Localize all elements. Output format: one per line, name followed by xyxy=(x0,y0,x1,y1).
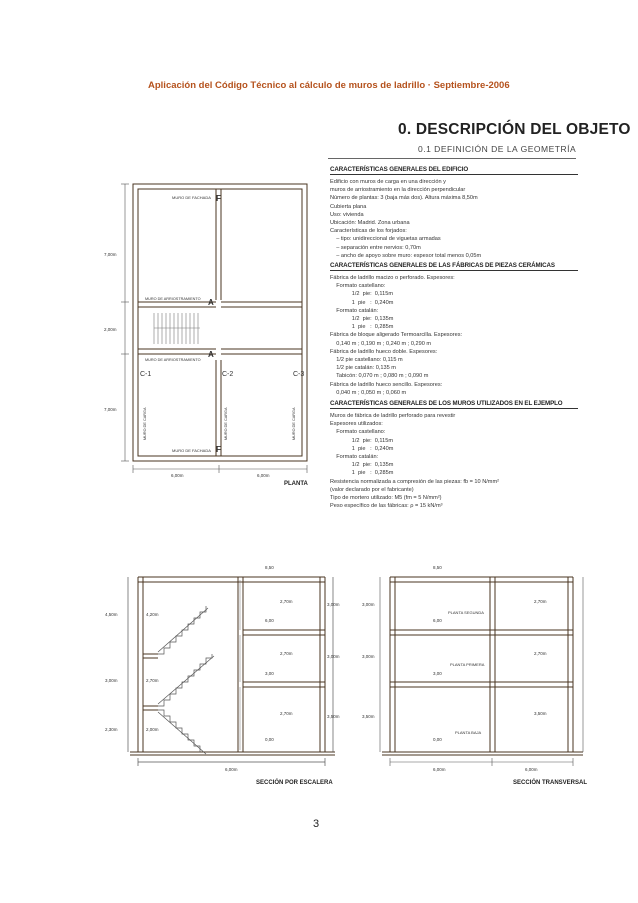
text-line: Formato catalán: xyxy=(330,307,379,314)
plan-mark-C2: C-2 xyxy=(222,371,234,378)
text-line: Fábrica de bloque aligerado Termoarcilla. Espesores: xyxy=(330,332,463,339)
plan-label-load-2: MURO DE CARGA xyxy=(224,407,228,440)
text-line: 1/2 pie: 0,135m xyxy=(330,316,394,323)
trans-dim-right: 2,70m xyxy=(534,651,547,656)
trans-level: 8,50 xyxy=(433,565,442,570)
plan-label-load-1: MURO DE CARGA xyxy=(143,407,147,440)
plan-dim-left: 2,00m xyxy=(104,327,117,332)
plan-label-brace-bottom: MURO DE ARRIOSTRAMIENTO xyxy=(145,358,201,362)
trans-dim-right: 3,50m xyxy=(534,711,547,716)
stair-dim-right: 2,70m xyxy=(280,711,293,716)
trans-level: 0,00 xyxy=(433,737,442,742)
trans-room-label: PLANTA SEGUNDA xyxy=(448,610,484,615)
plan-caption: PLANTA xyxy=(284,481,308,487)
text-line: 1 pie : 0,240m xyxy=(330,445,394,452)
text-line: Características de los forjados: xyxy=(330,228,407,235)
plan-label-facade-bottom: MURO DE FACHADA xyxy=(172,448,211,453)
trans-level: 3,00 xyxy=(433,671,442,676)
running-header: Aplicación del Código Técnico al cálculo de muros de ladrillo · Septiembre-2006 xyxy=(148,80,510,91)
stair-dim-far-right: 3,00m xyxy=(327,654,340,659)
stair-section-caption: SECCIÓN POR ESCALERA xyxy=(256,780,333,786)
text-line: Edificio con muros de carga en una dirección y xyxy=(330,179,446,185)
text-line: – tipo: unidireccional de viguetas armadas xyxy=(330,236,441,243)
trans-dim-left: 3,00m xyxy=(362,654,375,659)
text-line: Uso: vivienda xyxy=(330,211,364,218)
text-line: Espesores utilizados: xyxy=(330,421,383,428)
trans-dim-left: 3,50m xyxy=(362,714,375,719)
stair-dim-inner: 2,70m xyxy=(146,678,159,683)
stair-dim-far-right: 3,00m xyxy=(327,602,340,607)
stair-level: 8,50 xyxy=(265,565,274,570)
trans-dim-left: 3,00m xyxy=(362,602,375,607)
text-line: 1/2 pie catalán: 0,135 m xyxy=(330,365,396,372)
text-line: 1/2 pie: 0,115m xyxy=(330,291,394,298)
text-line: 1 pie : 0,285m xyxy=(330,470,394,477)
text-line: – ancho de apoyo sobre muro: espesor total menos 0,05m xyxy=(330,252,482,259)
text-line: 1 pie : 0,240m xyxy=(330,299,394,306)
text-line: 0,040 m ; 0,050 m ; 0,060 m xyxy=(330,389,407,396)
text-line: muros de arriostramiento en la dirección perpendicular xyxy=(330,187,466,194)
plan-mark-F-top: F xyxy=(216,194,221,203)
plan-mark-A-top: A xyxy=(208,298,214,307)
trans-section-caption: SECCIÓN TRANSVERSAL xyxy=(513,780,588,786)
subsection-title: 0.1 DEFINICIÓN DE LA GEOMETRÍA xyxy=(418,144,577,154)
text-line: Formato castellano: xyxy=(330,429,386,436)
text-line: – separación entre nervios: 0,70m xyxy=(330,244,421,251)
stair-level: 3,00 xyxy=(265,671,274,676)
plan-mark-C3: C-3 xyxy=(293,371,305,378)
stair-dim-left: 2,30m xyxy=(105,727,118,732)
text-line: 1 pie : 0,285m xyxy=(330,324,394,331)
text-line: 1/2 pie: 0,135m xyxy=(330,462,394,469)
section-ceramics-title: CARACTERÍSTICAS GENERALES DE LAS FÁBRICAS DE PIEZAS CERÁMICAS xyxy=(330,262,578,271)
trans-room-label: PLANTA PRIMERA xyxy=(450,662,485,667)
text-line: Fábrica de ladrillo hueco sencillo. Espesores: xyxy=(330,381,443,388)
text-line: Cubierta plana xyxy=(330,203,367,210)
section-title: 0. DESCRIPCIÓN DEL OBJETO xyxy=(398,121,631,138)
plan-label-brace-top: MURO DE ARRIOSTRAMIENTO xyxy=(145,297,201,301)
stair-dim-bottom: 6,00m xyxy=(225,767,238,772)
stair-dim-right: 2,70m xyxy=(280,599,293,604)
text-line: 0,140 m ; 0,190 m ; 0,240 m ; 0,290 m xyxy=(330,340,432,347)
text-line: Resistencia normalizada a compresión de las piezas: fb = 10 N/mm² xyxy=(330,478,499,485)
stair-level: 6,00 xyxy=(265,618,274,623)
plan-label-facade-top: MURO DE FACHADA xyxy=(172,195,211,200)
text-line: Muros de fábrica de ladrillo perforado para revestir xyxy=(330,413,456,419)
trans-dim-bottom: 6,00m xyxy=(525,767,538,772)
stair-dim-left: 4,50m xyxy=(105,612,118,617)
trans-room-label: PLANTA BAJA xyxy=(455,730,482,735)
plan-dim-bottom: 6,00m xyxy=(171,473,184,478)
text-line: Fábrica de ladrillo macizo o perforado. Espesores: xyxy=(330,275,455,281)
plan-mark-F-bottom: F xyxy=(216,445,221,454)
section-building-title: CARACTERÍSTICAS GENERALES DEL EDIFICIO xyxy=(330,166,578,175)
text-line: Tabicón: 0,070 m ; 0,080 m ; 0,090 m xyxy=(330,373,429,380)
stair-level: 0,00 xyxy=(265,737,274,742)
text-line: Tipo de mortero utilizado: M5 (fm = 5 N/mm²) xyxy=(330,495,442,502)
text-line: (valor declarado por el fabricante) xyxy=(330,486,414,493)
trans-dim-right: 2,70m xyxy=(534,599,547,604)
text-line: 1/2 pie: 0,115m xyxy=(330,437,394,444)
stair-dim-inner: 4,20m xyxy=(146,612,159,617)
text-line: Número de plantas: 3 (baja más dos). Altura máxima 8,50m xyxy=(330,195,478,202)
plan-mark-A-bottom: A xyxy=(208,350,214,359)
stair-dim-inner: 2,00m xyxy=(146,727,159,732)
plan-dim-left: 7,00m xyxy=(104,252,117,257)
plan-label-load-3: MURO DE CARGA xyxy=(292,407,296,440)
plan-mark-C1: C-1 xyxy=(140,371,152,378)
section-walls-title: CARACTERÍSTICAS GENERALES DE LOS MUROS UTILIZADOS EN EL EJEMPLO xyxy=(330,400,578,409)
text-line: Fábrica de ladrillo hueco doble. Espesores: xyxy=(330,348,438,355)
text-line: Formato castellano: xyxy=(330,283,386,290)
trans-level: 6,00 xyxy=(433,618,442,623)
plan-dim-left: 7,00m xyxy=(104,407,117,412)
text-line: 1/2 pie castellano: 0,115 m xyxy=(330,357,403,364)
stair-dim-left: 3,00m xyxy=(105,678,118,683)
page-number: 3 xyxy=(313,818,320,830)
stair-dim-right: 2,70m xyxy=(280,651,293,656)
plan-dim-bottom: 6,00m xyxy=(257,473,270,478)
text-line: Peso específico de las fábricas: ρ = 15 kN/m³ xyxy=(330,503,443,510)
trans-dim-bottom: 6,00m xyxy=(433,767,446,772)
text-line: Ubicación: Madrid. Zona urbana xyxy=(330,220,410,227)
text-line: Formato catalán: xyxy=(330,454,379,461)
stair-dim-far-right: 3,50m xyxy=(327,714,340,719)
